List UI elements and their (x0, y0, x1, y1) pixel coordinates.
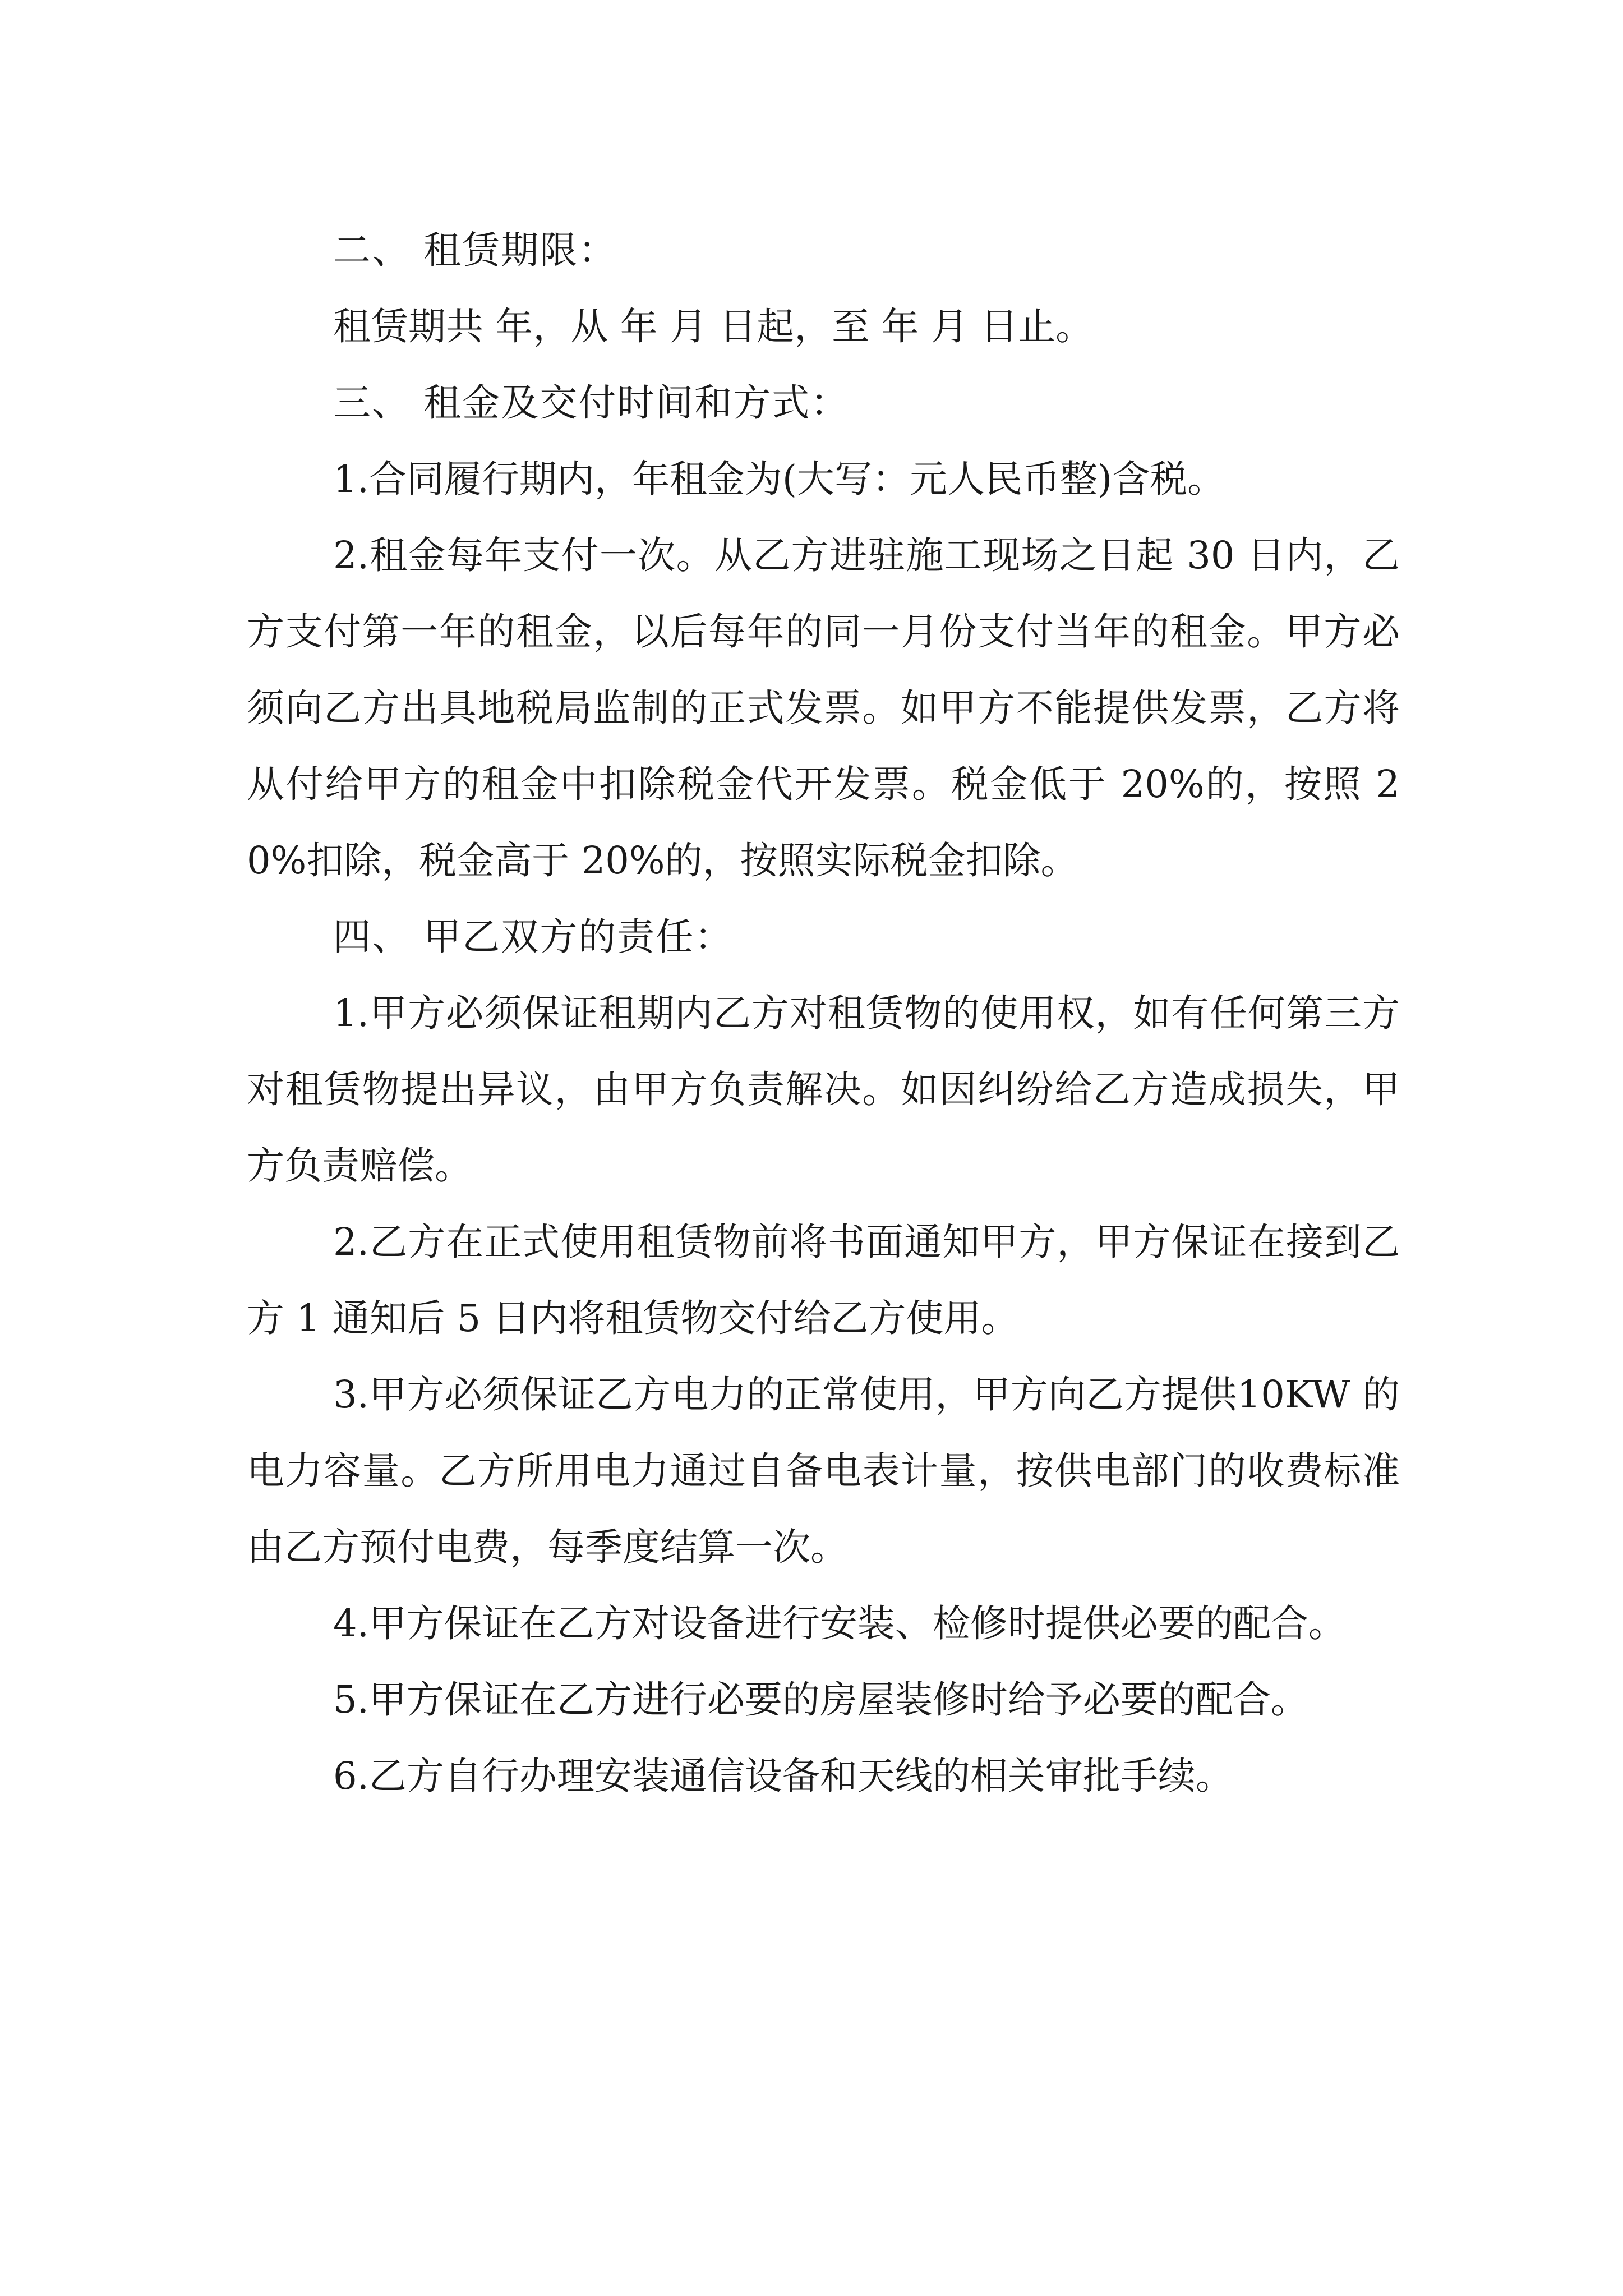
rent-clause-2: 2.租金每年支付一次。从乙方进驻施工现场之日起 30 日内，乙方支付第一年的租金，以后每年的同一月份支付当年的租金。甲方必须向乙方出具地税局监制的正式发票。如甲方不能提供发票，乙方将从付给甲方的租金中扣除税金代开发票。税金低于 20%的，按照 20%扣除，税金高于 20%的，按照实际税金扣除。 (247, 533, 1400, 882)
section-3-heading: 三、 租金及交付时间和方式： (333, 381, 850, 425)
rent-clause-1: 1.合同履行期内，年租金为(大写：元人民币整)含税。 (333, 457, 1225, 501)
section-2-heading: 二、 租赁期限： (333, 228, 617, 272)
duty-clause-2: 2.乙方在正式使用租赁物前将书面通知甲方，甲方保证在接到乙方 1 通知后 5 日内将租赁物交付给乙方使用。 (247, 1220, 1400, 1340)
duty-clause-1: 1.甲方必须保证租期内乙方对租赁物的使用权，如有任何第三方对租赁物提出异议，由甲方负责解决。如因纠纷给乙方造成损失，甲方负责赔偿。 (247, 991, 1400, 1188)
section-4-heading: 四、 甲乙双方的责任： (333, 915, 734, 959)
duty-clause-4: 4.甲方保证在乙方对设备进行安装、检修时提供必要的配合。 (333, 1602, 1346, 1645)
lease-term-line: 租赁期共 年，从 年 月 日起，至 年 月 日止。 (333, 305, 1094, 348)
duty-clause-5: 5.甲方保证在乙方进行必要的房屋装修时给予必要的配合。 (333, 1678, 1308, 1722)
duty-clause-6: 6.乙方自行办理安装通信设备和天线的相关审批手续。 (333, 1754, 1233, 1798)
document-body (247, 212, 1400, 1814)
duty-clause-3: 3.甲方必须保证乙方电力的正常使用，甲方向乙方提供10KW 的电力容量。乙方所用电力通过自备电表计量，按供电部门的收费标准由乙方预付电费，每季度结算一次。 (247, 1373, 1400, 1569)
